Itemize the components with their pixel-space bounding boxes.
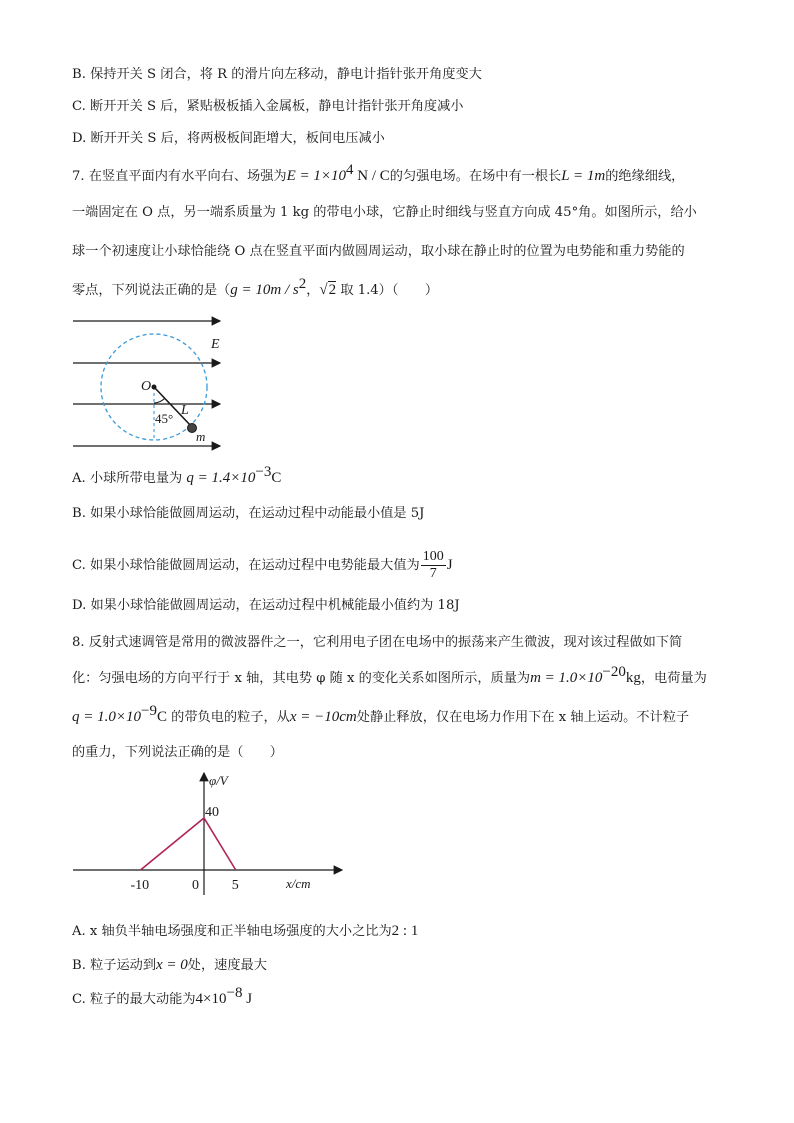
q7-stem-line2: 一端固定在 O 点，另一端系质量为 1 kg 的带电小球，它静止时细线与竖直方向成 45°角。如图所示，给小: [72, 205, 697, 220]
q8-option-a: A. x 轴负半轴电场强度和正半轴电场强度的大小之比为2 : 1: [72, 923, 419, 939]
phi-x-chart: [70, 765, 355, 900]
x-axis-label: x/cm: [286, 876, 311, 891]
q8-option-c: C. 粒子的最大动能为$4\times 10^{-8}$ J: [72, 985, 253, 1007]
q7-option-c: C. 如果小球恰能做圆周运动，在运动过程中电势能最大值为 $\frac{100}{7}$ J: [72, 549, 453, 581]
angle-arc: [154, 398, 165, 403]
q8-stem-line1: 8. 反射式速调管是常用的微波器件之一，它利用电子团在电场中的振荡来产生微波，现对该过程做如下简: [72, 635, 683, 650]
label-m: m: [196, 429, 206, 444]
label-o: O: [141, 379, 152, 394]
q7-stem-line1: 7. 在竖直平面内有水平向右、场强为$E = 1\times 10^4$ N / C的匀强电场。在场中有一根长L = 1m的绝缘细线，: [72, 162, 685, 184]
q8-stem-line3: $q = 1.0\times 10^{-9}C$ 的带负电的粒子，从x = −10cm处静止释放，仅在电场力作用下在 x 轴上运动。不计粒子: [72, 703, 690, 725]
label-e: E: [211, 337, 220, 352]
label-l: L: [181, 403, 189, 418]
q7-figure: [70, 310, 230, 455]
q8-stem-line4: 的重力，下列说法正确的是（ ）: [72, 745, 283, 760]
tick-label-minus10: -10: [130, 878, 150, 893]
q8-option-b: B. 粒子运动到x = 0处，速度最大: [72, 957, 267, 973]
q8-stem-line2: 化：匀强电场的方向平行于 x 轴，其电势 φ 随 x 的变化关系如图所示，质量为$m = 1.0\times 10^{-20}kg$，电荷量为: [72, 664, 707, 686]
pivot-o: [152, 385, 157, 390]
q6-option-b: B. 保持开关 S 闭合，将 R 的滑片向左移动，静电计指针张开角度变大: [72, 67, 482, 82]
q7-option-a: A. 小球所带电量为 $q = 1.4\times 10^{-3}C$: [72, 464, 282, 486]
y-axis-label: φ/V: [209, 773, 228, 788]
tick-label-0: 0: [192, 878, 199, 893]
q6-option-d: D. 断开开关 S 后，将两极板间距增大，板间电压减小: [72, 131, 385, 146]
label-angle: 45°: [155, 411, 174, 426]
q7-stem-line4: 零点，下列说法正确的是（$g = 10m / s^2$，√2 取 1.4）（ ）: [72, 276, 439, 298]
q7-stem-line3: 球一个初速度让小球恰能绕 O 点在竖直平面内做圆周运动，取小球在静止时的位置为电势能和重力势能的: [72, 244, 685, 259]
phi-series-line: [141, 818, 236, 870]
q7-option-d: D. 如果小球恰能做圆周运动，在运动过程中机械能最小值约为 18J: [72, 598, 460, 613]
peak-value-label: 40: [205, 805, 219, 820]
tick-label-5: 5: [231, 878, 239, 893]
q7-option-b: B. 如果小球恰能做圆周运动，在运动过程中动能最小值是 5J: [72, 506, 425, 521]
q6-option-c: C. 断开开关 S 后，紧贴极板插入金属板，静电计指针张开角度减小: [72, 99, 464, 114]
